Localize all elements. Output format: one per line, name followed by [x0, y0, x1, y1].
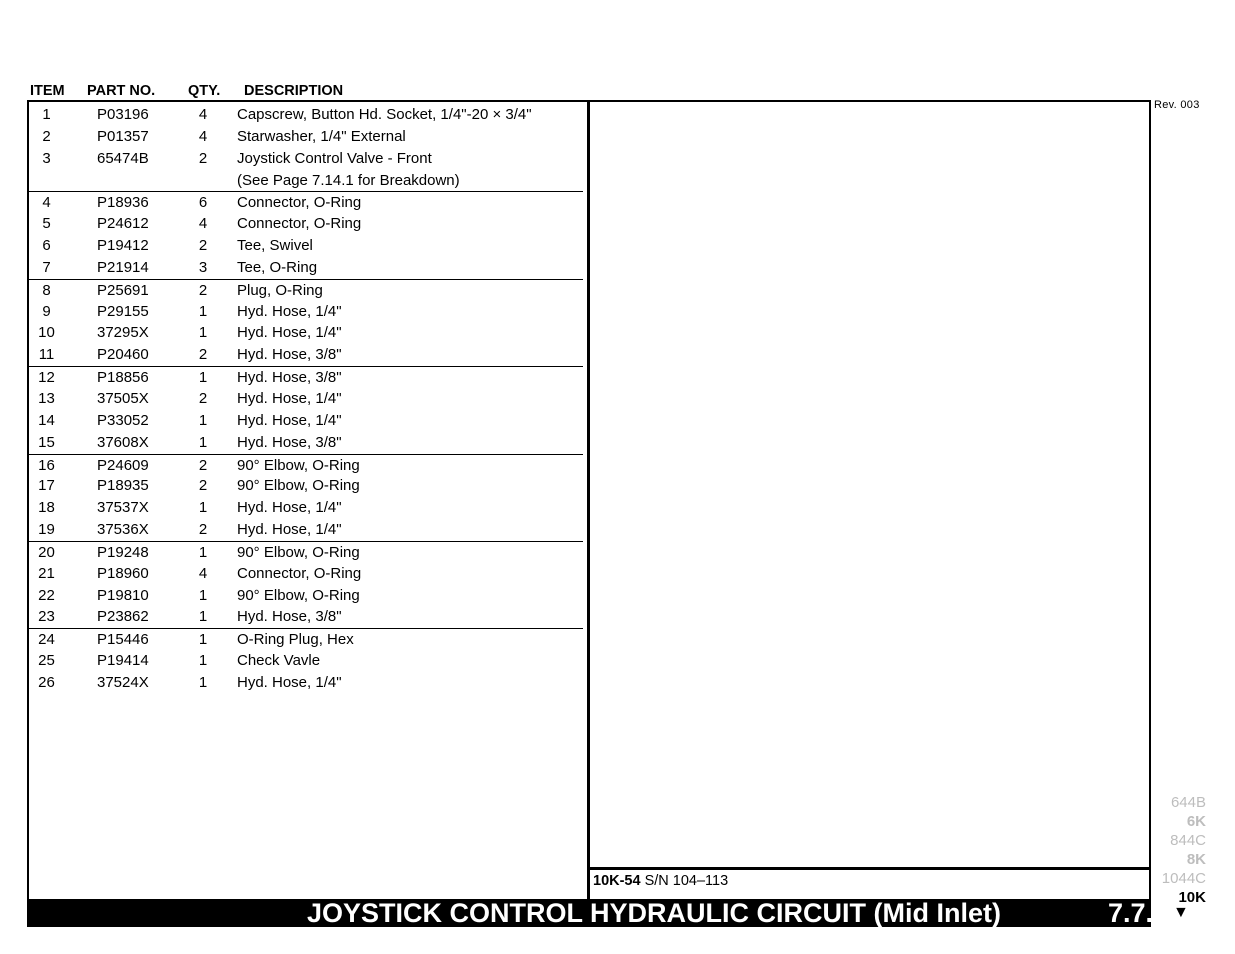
part-number: P15446: [97, 631, 149, 649]
quantity: 2: [198, 456, 208, 474]
table-row: [29, 366, 583, 388]
part-number: P18935: [97, 477, 149, 495]
part-number: 37536X: [97, 521, 149, 539]
table-row: [29, 475, 583, 497]
item-number: 17: [38, 477, 55, 495]
description: Capscrew, Button Hd. Socket, 1/4"-20 × 3/4": [237, 106, 532, 123]
part-number: 37608X: [97, 433, 149, 451]
quantity: 1: [198, 324, 208, 342]
quantity: 2: [198, 477, 208, 495]
table-row: [29, 213, 583, 235]
part-number: P23862: [97, 608, 149, 626]
item-number: 11: [38, 346, 55, 364]
table-row: [29, 301, 583, 323]
description: Hyd. Hose, 1/4": [237, 499, 342, 517]
description: Hyd. Hose, 1/4": [237, 389, 342, 407]
table-row: [29, 563, 583, 585]
item-number: 3: [42, 149, 51, 167]
item-number: 8: [42, 281, 51, 299]
item-number: 2: [42, 127, 51, 145]
table-row: [29, 235, 583, 257]
quantity: 6: [198, 194, 208, 212]
quantity: 2: [198, 237, 208, 255]
part-number: 37537X: [97, 499, 149, 517]
table-row: [29, 650, 583, 672]
part-number: P19810: [97, 586, 149, 604]
description: Hyd. Hose, 3/8": [237, 608, 342, 626]
table-row: [29, 257, 583, 279]
title-bar: [27, 898, 1169, 928]
quantity: 4: [198, 127, 208, 145]
description: Tee, Swivel: [237, 237, 313, 255]
quantity: 4: [198, 106, 208, 123]
column-header-qty: QTY.: [188, 83, 221, 99]
description: Hyd. Hose, 1/4": [237, 673, 342, 691]
item-number: 15: [38, 433, 55, 451]
description: Hyd. Hose, 3/8": [237, 433, 342, 451]
table-row: [29, 322, 583, 344]
part-number: 37505X: [97, 389, 149, 407]
table-row: [29, 606, 583, 628]
quantity: 1: [198, 302, 208, 320]
description: O-Ring Plug, Hex: [237, 631, 354, 649]
section-number: 7.7.4: [1108, 898, 1169, 928]
table-row: [29, 126, 583, 148]
description: (See Page 7.14.1 for Breakdown): [237, 171, 460, 189]
item-number: 12: [38, 369, 55, 387]
table-row: [29, 497, 583, 519]
part-number: 65474B: [97, 149, 149, 167]
frame-right-rule: [1149, 100, 1151, 900]
part-number: 37295X: [97, 324, 149, 342]
column-header-part-no: PART NO.: [87, 83, 156, 99]
part-number: P24612: [97, 215, 149, 233]
table-row: [29, 191, 583, 213]
table-row: [29, 672, 583, 694]
description: 90° Elbow, O-Ring: [237, 543, 360, 561]
model-tabs: [1162, 793, 1206, 907]
item-number: 14: [38, 411, 55, 429]
part-number: P18936: [97, 194, 149, 212]
quantity: 1: [198, 652, 208, 670]
model-tab[interactable]: 644B: [1170, 794, 1206, 811]
parts-list: [29, 104, 583, 694]
table-row: [29, 104, 583, 126]
part-number: P18856: [97, 369, 149, 387]
part-number: P24609: [97, 456, 149, 474]
part-number: 37524X: [97, 673, 149, 691]
quantity: 1: [198, 543, 208, 561]
model-tab[interactable]: 8K: [1186, 851, 1206, 868]
quantity: 1: [198, 608, 208, 626]
quantity: 2: [198, 149, 208, 167]
item-number: 25: [38, 652, 55, 670]
column-header-item: ITEM: [30, 83, 65, 99]
item-number: 16: [38, 456, 55, 474]
quantity: 1: [198, 433, 208, 451]
part-number: P33052: [97, 411, 149, 429]
table-row: [29, 279, 583, 301]
model-tab[interactable]: 1044C: [1161, 870, 1206, 887]
quantity: 3: [198, 258, 208, 276]
description: Hyd. Hose, 1/4": [237, 324, 342, 342]
serial-range: [593, 872, 728, 890]
item-number: 7: [42, 258, 51, 276]
column-header-description: DESCRIPTION: [244, 83, 344, 99]
description: Joystick Control Valve - Front: [237, 149, 432, 167]
table-row: [29, 585, 583, 607]
description: Hyd. Hose, 1/4": [237, 411, 342, 429]
table-row: [29, 432, 583, 454]
diagram-bottom-rule: [587, 867, 1151, 870]
model-tab[interactable]: 844C: [1170, 832, 1206, 849]
description: Connector, O-Ring: [237, 215, 362, 233]
description: Hyd. Hose, 1/4": [237, 521, 342, 539]
quantity: 2: [198, 281, 208, 299]
item-number: 22: [38, 586, 55, 604]
table-row: [29, 344, 583, 366]
table-row: [29, 454, 583, 476]
part-number: P01357: [97, 127, 149, 145]
description: 90° Elbow, O-Ring: [237, 586, 360, 604]
quantity: 1: [198, 586, 208, 604]
quantity: 1: [198, 369, 208, 387]
part-number: P29155: [97, 302, 149, 320]
description: Hyd. Hose, 3/8": [237, 346, 342, 364]
revision-label: Rev. 003: [1154, 99, 1200, 111]
table-row: [29, 388, 583, 410]
item-number: 19: [38, 521, 55, 539]
table-row: [29, 541, 583, 563]
quantity: 1: [198, 631, 208, 649]
quantity: 2: [198, 389, 208, 407]
frame-divider-rule: [587, 100, 590, 900]
table-row: [29, 628, 583, 650]
description: 90° Elbow, O-Ring: [237, 477, 360, 495]
quantity: 2: [198, 346, 208, 364]
quantity: 1: [198, 673, 208, 691]
page-title: JOYSTICK CONTROL HYDRAULIC CIRCUIT (Mid Inlet): [307, 898, 1001, 928]
description: Connector, O-Ring: [237, 194, 362, 212]
item-number: 26: [38, 673, 55, 691]
table-row: [29, 148, 583, 170]
quantity: 1: [198, 499, 208, 517]
table-row: [29, 519, 583, 541]
item-number: 4: [42, 194, 51, 212]
item-number: 18: [38, 499, 55, 517]
description: Check Vavle: [237, 652, 321, 670]
quantity: 1: [198, 411, 208, 429]
description: Plug, O-Ring: [237, 281, 323, 299]
table-row: [29, 170, 583, 192]
item-number: 24: [38, 631, 55, 649]
quantity: 4: [198, 564, 208, 582]
description: Hyd. Hose, 1/4": [237, 302, 342, 320]
item-number: 20: [38, 543, 55, 561]
quantity: 4: [198, 215, 208, 233]
quantity: 2: [198, 521, 208, 539]
part-number: P19248: [97, 543, 149, 561]
description: Hyd. Hose, 3/8": [237, 369, 342, 387]
item-number: 9: [42, 302, 51, 320]
part-number: P19412: [97, 237, 149, 255]
triangle-down-icon: ▼: [1173, 904, 1189, 921]
item-number: 6: [42, 237, 51, 255]
part-number: P19414: [97, 652, 149, 670]
description: 90° Elbow, O-Ring: [237, 456, 360, 474]
serial-numbers: S/N 104–113: [644, 873, 729, 889]
description: Tee, O-Ring: [237, 258, 318, 276]
description: Starwasher, 1/4" External: [237, 127, 406, 145]
item-number: 5: [42, 215, 51, 233]
part-number: P25691: [97, 281, 149, 299]
item-number: 23: [38, 608, 55, 626]
part-number: P21914: [97, 258, 149, 276]
serial-model: 10K-54: [593, 873, 641, 889]
item-number: 10: [38, 324, 55, 342]
model-tab[interactable]: 6K: [1186, 813, 1206, 830]
part-number: P20460: [97, 346, 149, 364]
item-number: 13: [38, 389, 55, 407]
part-number: P18960: [97, 564, 149, 582]
table-row: [29, 410, 583, 432]
item-number: 21: [38, 564, 55, 582]
description: Connector, O-Ring: [237, 564, 362, 582]
part-number: P03196: [97, 106, 149, 123]
model-tab[interactable]: 10K: [1178, 889, 1206, 906]
item-number: 1: [42, 106, 51, 123]
